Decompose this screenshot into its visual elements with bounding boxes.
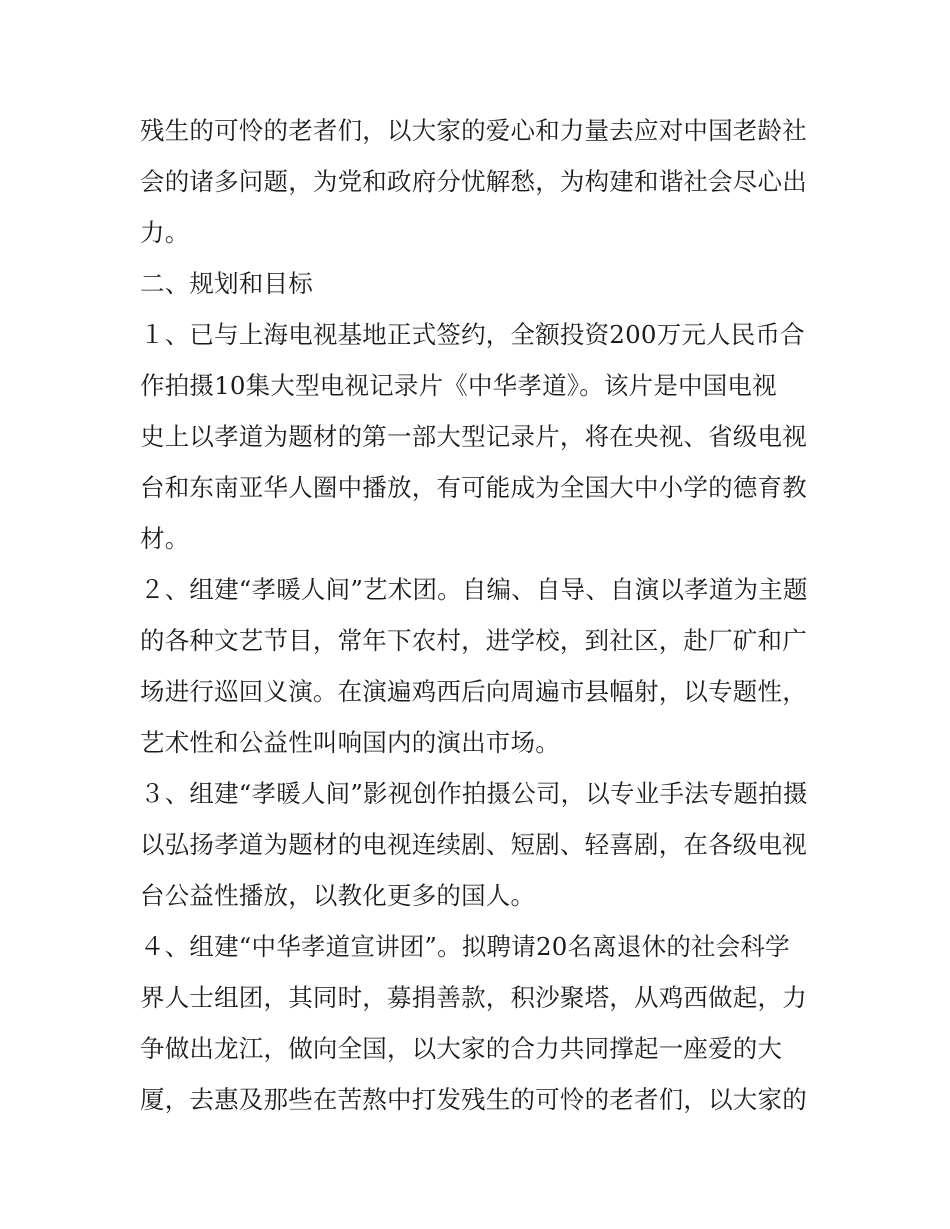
text-line: 台公益性播放，以教化更多的国人。 [140, 881, 536, 910]
text-line: 残生的可怜的老者们，以大家的爱心和力量去应对中国老龄社 [140, 116, 807, 145]
text-line: 作拍摄10集大型电视记录片《中华孝道》。该片是中国电视 [140, 371, 777, 400]
text-line: 艺术性和公益性叫响国内的演出市场。 [140, 728, 560, 757]
text-line: 史上以孝道为题材的第一部大型记录片，将在央视、省级电视 [140, 422, 807, 451]
section-heading: 二、规划和目标 [140, 269, 313, 298]
text-line: 以弘扬孝道为题材的电视连续剧、短剧、轻喜剧，在各级电视 [140, 830, 807, 859]
text-line: １、已与上海电视基地正式签约，全额投资200万元人民币合 [140, 320, 805, 349]
text-line: 的各种文艺节目，常年下农村，进学校，到社区，赴厂矿和广 [140, 626, 807, 655]
text-line: 场进行巡回义演。在演遍鸡西后向周遍市县幅射，以专题性， [140, 677, 807, 706]
text-line: 力。 [140, 218, 190, 247]
text-line: 争做出龙江，做向全国，以大家的合力共同撑起一座爱的大 [140, 1034, 783, 1063]
text-line: 会的诸多问题，为党和政府分忧解愁，为构建和谐社会尽心出 [140, 167, 807, 196]
text-line: 厦，去惠及那些在苦熬中打发残生的可怜的老者们，以大家的 [140, 1085, 807, 1114]
text-line: ４、组建“中华孝道宣讲团”。拟聘请20名离退休的社会科学 [140, 932, 790, 961]
text-line: 材。 [140, 524, 190, 553]
text-line: ２、组建“孝暖人间”艺术团。自编、自导、自演以孝道为主题 [140, 575, 808, 604]
text-line: 界人士组团，其同时，募捐善款，积沙聚塔，从鸡西做起，力 [140, 983, 807, 1012]
text-line: 台和东南亚华人圈中播放，有可能成为全国大中小学的德育教 [140, 473, 807, 502]
document-body [140, 105, 820, 1125]
text-line: ３、组建“孝暖人间”影视创作拍摄公司，以专业手法专题拍摄 [140, 779, 808, 808]
